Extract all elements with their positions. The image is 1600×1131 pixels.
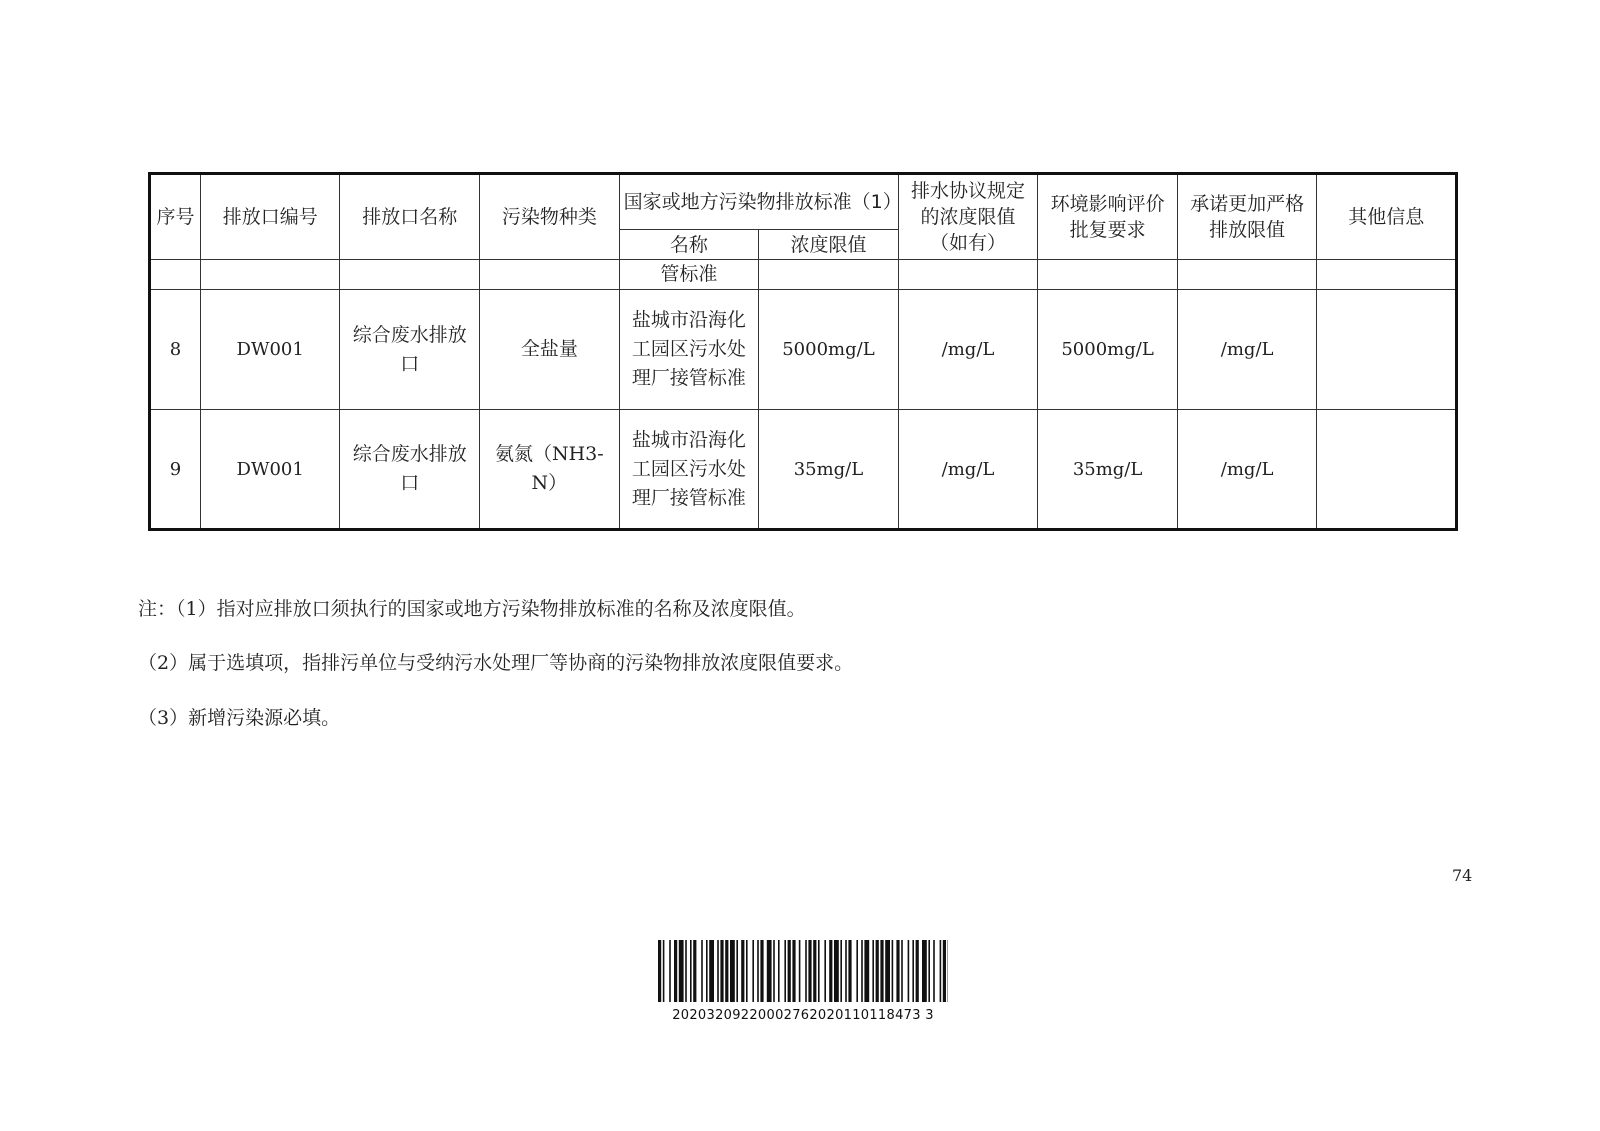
header-other-info: 其他信息	[1317, 174, 1457, 260]
cell-committed-limit: /mg/L	[1177, 290, 1317, 410]
header-standard-name: 名称	[619, 230, 759, 260]
header-agreement-limit: 排水协议规定的浓度限值（如有）	[898, 174, 1038, 260]
cell-standard-limit: 5000mg/L	[759, 290, 899, 410]
cell-standard-limit: 35mg/L	[759, 410, 899, 530]
header-standard-group: 国家或地方污染物排放标准（1）	[619, 174, 898, 230]
cell-pollutant: 氨氮（NH3-N）	[480, 410, 620, 530]
page-number: 74	[1452, 866, 1473, 885]
cell-other-info	[1317, 290, 1457, 410]
barcode-icon	[658, 940, 948, 1002]
header-standard-limit: 浓度限值	[759, 230, 899, 260]
cell-outlet-name: 综合废水排放口	[340, 410, 480, 530]
cell-eia-requirement: 35mg/L	[1038, 410, 1178, 530]
cell-outlet-id: DW001	[200, 410, 340, 530]
barcode-number: 20203209220002762020110118473 3	[672, 1008, 934, 1023]
header-committed-limit: 承诺更加严格排放限值	[1177, 174, 1317, 260]
cell-outlet-id: DW001	[200, 290, 340, 410]
note-3: （3）新增污染源必填。	[138, 707, 341, 729]
cell-other-info	[1317, 410, 1457, 530]
cell-seq: 9	[150, 410, 201, 530]
cell-agreement-limit: /mg/L	[898, 290, 1038, 410]
table-row	[150, 410, 1457, 530]
cell-committed-limit: /mg/L	[1177, 410, 1317, 530]
header-pollutant: 污染物种类	[480, 174, 620, 260]
note-2: （2）属于选填项，指排污单位与受纳污水处理厂等协商的污染物排放浓度限值要求。	[138, 652, 854, 674]
cell-standard-name: 盐城市沿海化工园区污水处理厂接管标准	[619, 410, 759, 530]
header-outlet-id: 排放口编号	[200, 174, 340, 260]
discharge-standards-table	[148, 172, 1458, 531]
header-eia-requirement: 环境影响评价批复要求	[1038, 174, 1178, 260]
table-row-continuation	[150, 260, 1457, 290]
cell-agreement-limit: /mg/L	[898, 410, 1038, 530]
cell-standard-name: 盐城市沿海化工园区污水处理厂接管标准	[619, 290, 759, 410]
header-outlet-name: 排放口名称	[340, 174, 480, 260]
cell-eia-requirement: 5000mg/L	[1038, 290, 1178, 410]
cell-outlet-name: 综合废水排放口	[340, 290, 480, 410]
header-seq: 序号	[150, 174, 201, 260]
note-1: 注：（1）指对应排放口须执行的国家或地方污染物排放标准的名称及浓度限值。	[138, 598, 806, 620]
cell-standard-name: 管标准	[619, 260, 759, 290]
cell-seq: 8	[150, 290, 201, 410]
cell-pollutant: 全盐量	[480, 290, 620, 410]
table-row	[150, 290, 1457, 410]
